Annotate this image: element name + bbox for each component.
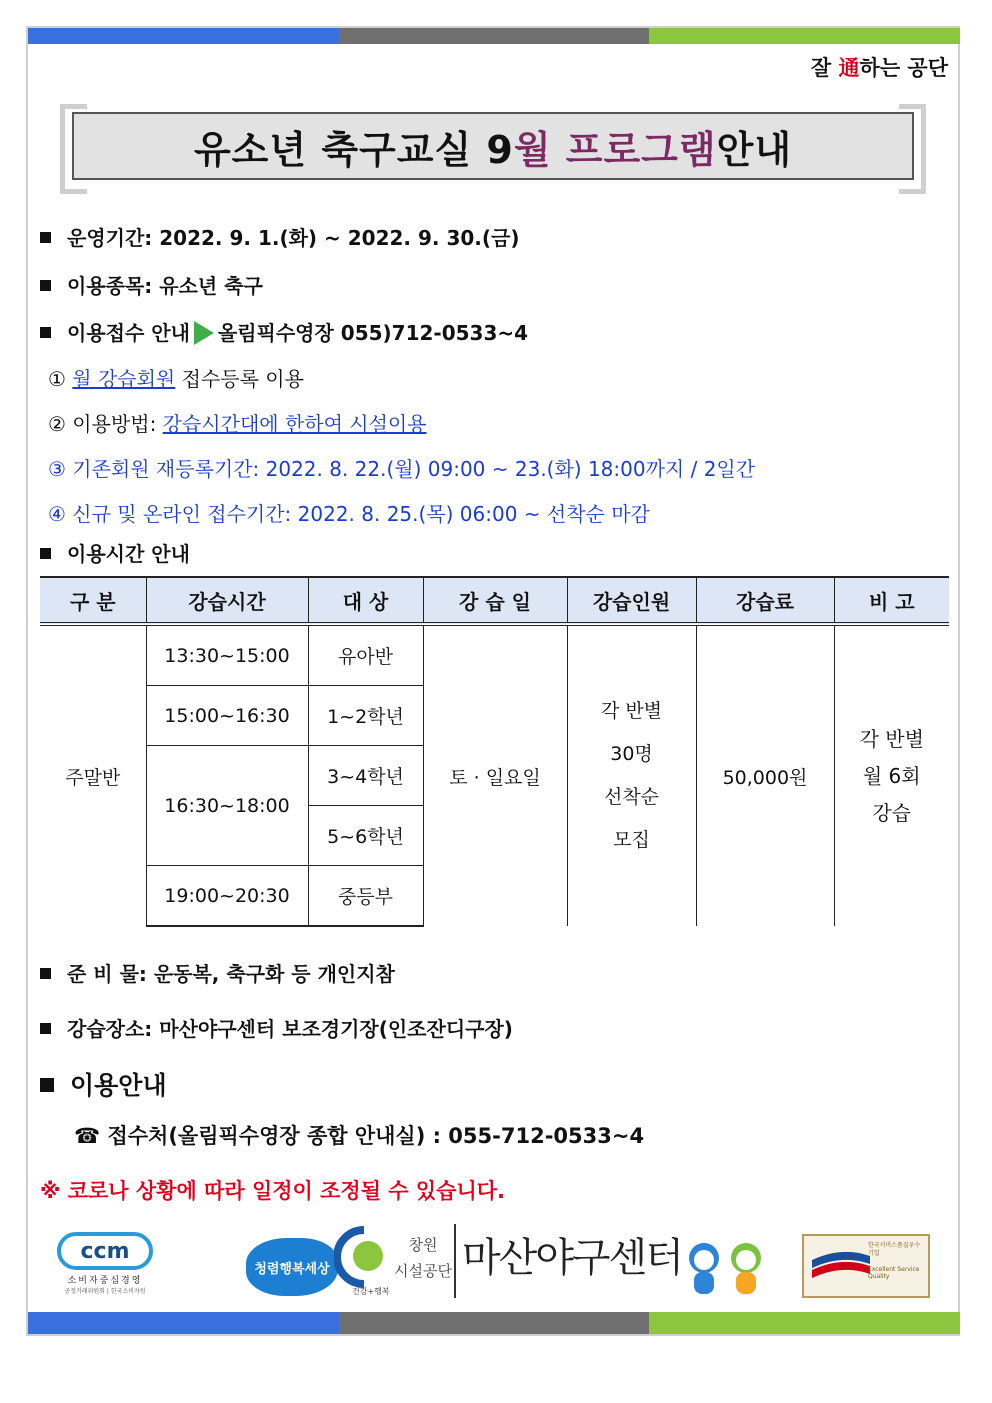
top-color-bar <box>28 28 960 44</box>
header-time: 강습시간 <box>146 577 308 624</box>
header-days: 강 습 일 <box>423 577 567 624</box>
capacity-cell: 각 반별 30명 선착순 모집 <box>567 624 696 926</box>
item-3: ③ 기존회원 재등록기간: 2022. 8. 22.(월) 09:00 ~ 23.(화) 18:00까지 / 2일간 <box>48 457 756 481</box>
bullet-square-icon <box>40 1023 51 1034</box>
target-cell: 중등부 <box>308 866 423 927</box>
target-cell: 1~2학년 <box>308 686 423 746</box>
time-guide-heading: 이용시간 안내 <box>40 538 190 567</box>
header-category: 구 분 <box>40 577 146 624</box>
monthly-member-link[interactable]: 월 강습회원 <box>72 367 176 391</box>
guide-heading: 이용안내 <box>40 1066 167 1102</box>
schedule-table <box>40 576 949 927</box>
prep-line: 준 비 물: 운동복, 축구화 등 개인지참 <box>40 958 395 987</box>
sport-line: 이용종목: 유소년 축구 <box>40 270 263 299</box>
page-title: 유소년 축구교실 9 월 프로그램 안내 <box>72 112 914 180</box>
covid-warning: ※ 코로나 상황에 따라 일정이 조정될 수 있습니다. <box>40 1179 506 1203</box>
bullet-square-icon <box>40 968 51 979</box>
time-cell: 13:30~15:00 <box>146 624 308 686</box>
target-cell: 유아반 <box>308 624 423 686</box>
reception-line: 이용접수 안내 올림픽수영장 055)712-0533~4 <box>40 317 528 346</box>
period-line: 운영기간: 2022. 9. 1.(화) ~ 2022. 9. 30.(금) <box>40 222 519 251</box>
slogan: 잘 通하는 공단 <box>810 56 948 80</box>
time-cell: 19:00~20:30 <box>146 866 308 927</box>
fee-cell: 50,000원 <box>696 624 834 926</box>
target-cell: 5~6학년 <box>308 806 423 866</box>
bullet-square-icon <box>40 548 51 559</box>
table-header-row <box>40 577 949 624</box>
note-cell: 각 반별 월 6회 강습 <box>834 624 949 926</box>
bullet-square-icon <box>40 232 51 243</box>
clean-society-logo: 청렴행복세상 <box>246 1238 338 1296</box>
title-frame <box>60 104 926 188</box>
arrow-right-icon <box>194 321 214 345</box>
changwon-facilities-logo: 건강+행복 창원 시설공단 <box>334 1222 452 1308</box>
target-cell: 3~4학년 <box>308 746 423 806</box>
mascot-characters <box>682 1240 772 1298</box>
ccm-logo: ccm 소비자중심경영 공정거래위원회 | 한국소비자원 <box>50 1232 160 1304</box>
bottom-color-bar <box>28 1312 960 1334</box>
header-capacity: 강습인원 <box>567 577 696 624</box>
quality-emblem-icon <box>812 1242 870 1290</box>
usage-method-link[interactable]: 강습시간대에 한하여 시설이용 <box>162 412 427 436</box>
group-cell: 주말반 <box>40 624 146 926</box>
table-row <box>40 624 949 686</box>
mascot-icon <box>682 1240 772 1298</box>
header-fee: 강습료 <box>696 577 834 624</box>
header-target: 대 상 <box>308 577 423 624</box>
bullet-square-icon <box>40 1078 54 1092</box>
item-4: ④ 신규 및 온라인 접수기간: 2022. 8. 25.(목) 06:00 ~ 선착순 마감 <box>48 502 650 526</box>
bullet-square-icon <box>40 327 51 338</box>
place-line: 강습장소: 마산야구센터 보조경기장(인조잔디구장) <box>40 1013 513 1042</box>
time-cell: 16:30~18:00 <box>146 746 308 866</box>
header-note: 비 고 <box>834 577 949 624</box>
time-cell: 15:00~16:30 <box>146 686 308 746</box>
item-1: ① 월 강습회원 접수등록 이용 <box>48 367 304 391</box>
logo-divider <box>454 1224 456 1298</box>
item-2: ② 이용방법: 강습시간대에 한하여 시설이용 <box>48 412 427 436</box>
contact-line: ☎ 접수처(올림픽수영장 종합 안내실) : 055-712-0533~4 <box>74 1124 645 1148</box>
service-quality-logo: 한국서비스품질우수기업 Excellent Service Quality <box>802 1234 930 1298</box>
bullet-square-icon <box>40 280 51 291</box>
days-cell: 토 · 일요일 <box>423 624 567 926</box>
venue-logo-text: 마산야구센터 <box>462 1235 682 1281</box>
